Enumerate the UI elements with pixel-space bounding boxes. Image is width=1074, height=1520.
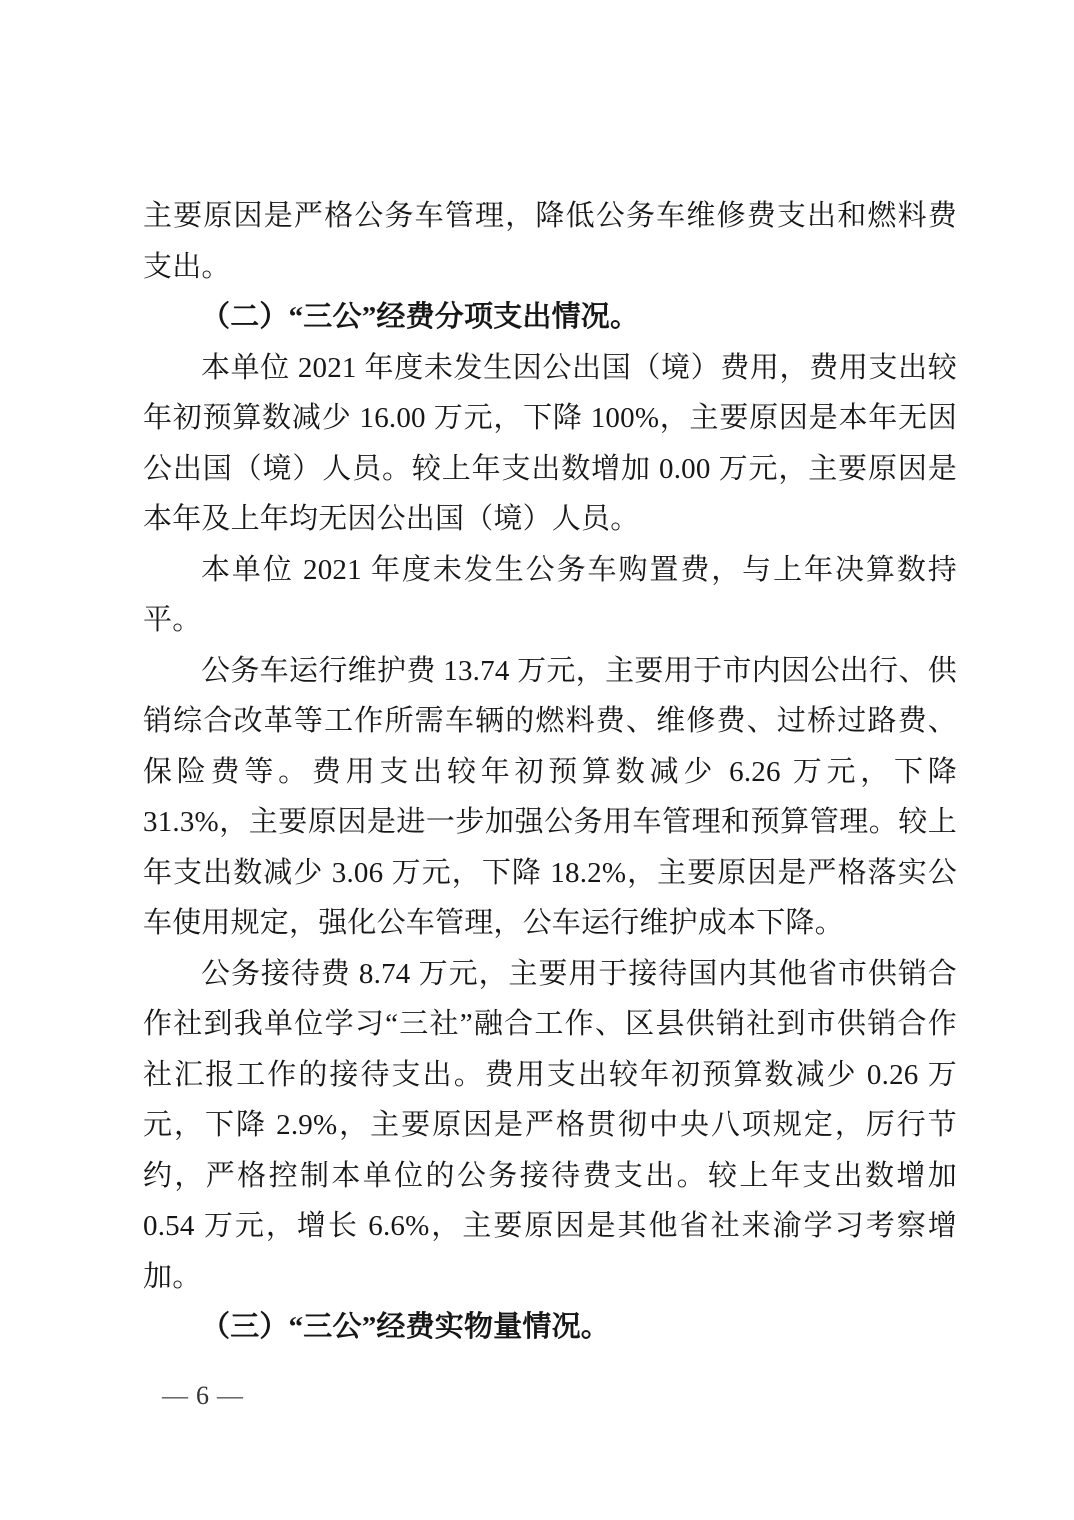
page-footer xyxy=(156,1381,251,1411)
paragraph-overseas-travel-expense: 本单位 2021 年度未发生因公出国（境）费用，费用支出较年初预算数减少 16.00 万元，下降 100%，主要原因是本年无因公出国（境）人员。较上年支出数增加 0.00 万元，主要原因是本年及上年均无因公出国（境）人员。 xyxy=(143,351,957,535)
heading-section-3-physical-quantity: （三）“三公”经费实物量情况。 xyxy=(201,1311,611,1343)
paragraph-vehicle-purchase-expense: 本单位 2021 年度未发生公务车购置费，与上年决算数持平。 xyxy=(143,553,957,636)
page-number: 6 xyxy=(196,1381,211,1410)
document-text-block xyxy=(143,191,957,1353)
heading-section-2-itemized-expense: （二）“三公”经费分项支出情况。 xyxy=(201,301,640,333)
footer-left-dash: — xyxy=(162,1381,190,1410)
footer-right-dash: — xyxy=(217,1381,245,1410)
paragraph-vehicle-operation-expense: 公务车运行维护费 13.74 万元，主要用于市内因公出行、供销综合改革等工作所需车辆的燃料费、维修费、过桥过路费、保险费等。费用支出较年初预算数减少 6.26 万元，下降 31.3%，主要原因是进一步加强公务用车管理和预算管理。较上年支出数减少 3.06 万元，下降 18.2%，主要原因是严格落实公车使用规定，强化公车管理，公车运行维护成本下降。 xyxy=(143,654,957,939)
paragraph-continuation-vehicle-reason: 主要原因是严格公务车管理，降低公务车维修费支出和燃料费支出。 xyxy=(143,200,957,283)
paragraph-official-reception-expense: 公务接待费 8.74 万元，主要用于接待国内其他省市供销合作社到我单位学习“三社”融合工作、区县供销社到市供销合作社汇报工作的接待支出。费用支出较年初预算数减少 0.26 万元，下降 2.9%，主要原因是严格贯彻中央八项规定，厉行节约，严格控制本单位的公务接待费支出。较上年支出数增加 0.54 万元，增长 6.6%，主要原因是其他省社来渝学习考察增加。 xyxy=(143,957,957,1293)
